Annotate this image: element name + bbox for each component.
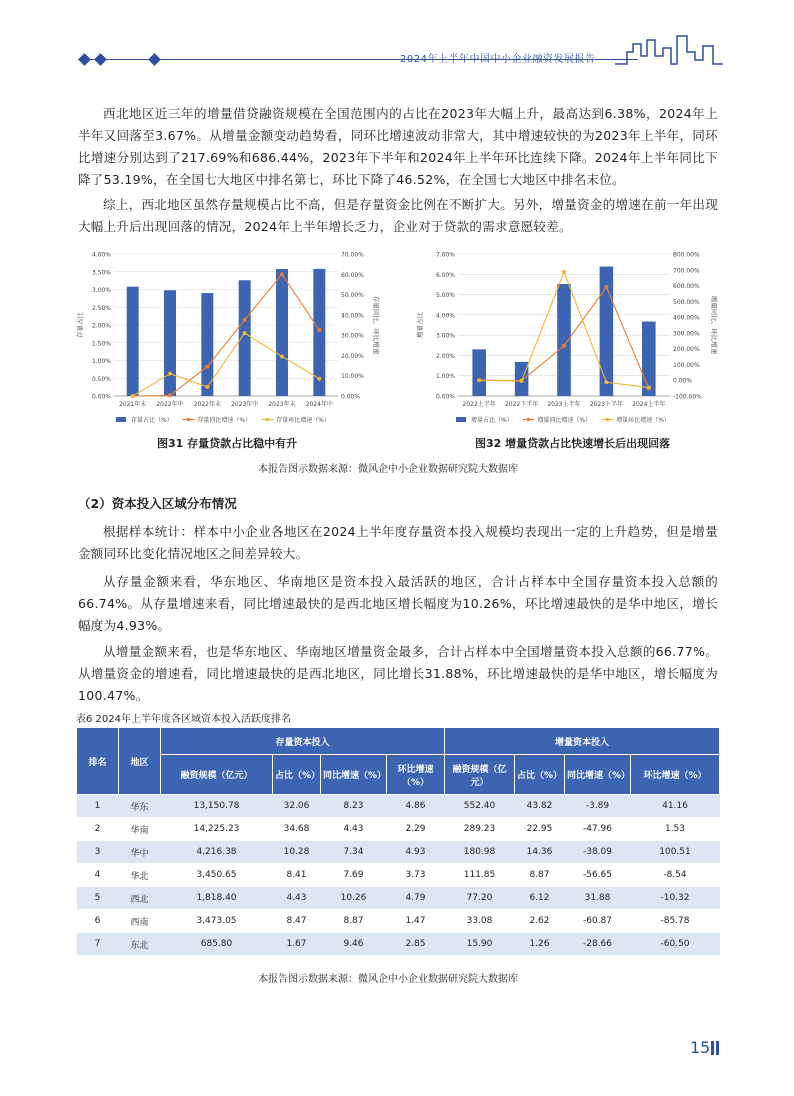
table-cell: 2.62 bbox=[515, 910, 565, 933]
table-cell: 10.28 bbox=[273, 841, 321, 864]
y-tick-label: 3.00% bbox=[91, 287, 111, 294]
header-increment: 增量资本投入 bbox=[445, 728, 720, 755]
page-number: 15 bbox=[690, 1038, 711, 1057]
data-point bbox=[131, 394, 135, 398]
x-tick-label: 2024年中 bbox=[305, 401, 333, 408]
figure-32-caption: 图32 增量贷款占比快速增长后出现回落 bbox=[475, 437, 671, 450]
bar bbox=[642, 322, 656, 396]
table-cell: 1.67 bbox=[273, 933, 321, 956]
chart-fig31 bbox=[76, 246, 396, 432]
x-tick-label: 2022年中 bbox=[156, 401, 184, 408]
y2-tick-label: 40.00% bbox=[341, 312, 364, 320]
y2-tick-label: 200.00% bbox=[673, 346, 700, 354]
y2-tick-label: 70.00% bbox=[341, 251, 364, 259]
table-row bbox=[77, 818, 720, 841]
table-source-note: 本报告图示数据来源：微风企中小企业数据研究院大数据库 bbox=[258, 974, 518, 985]
table-cell: 31.88 bbox=[565, 887, 631, 910]
table-row bbox=[77, 910, 720, 933]
chart-fig32 bbox=[412, 246, 732, 432]
table-cell: 3,450.65 bbox=[161, 864, 273, 887]
y2-tick-label: 600.00% bbox=[673, 283, 700, 291]
paragraph-5: 从增量金额来看，也是华东地区、华南地区增量资金最多，合计占样本中全国增量资本投入总额的66.77%。从增量资金的增速看，同比增速最快的是西北地区，同比增长31.88%，环比增速最快的是华中地区，增长幅度为100.47%。 bbox=[78, 644, 718, 703]
table-cell: 8.87 bbox=[321, 910, 387, 933]
x-tick-label: 2023上半年 bbox=[547, 401, 581, 408]
table-row bbox=[77, 864, 720, 887]
section-title: （2）资本投入区域分布情况 bbox=[78, 496, 237, 511]
data-point bbox=[280, 354, 284, 358]
y-axis-label: 增量占比 bbox=[416, 312, 424, 338]
y2-tick-label: 800.00% bbox=[673, 251, 700, 259]
y2-tick-label: -100.00% bbox=[673, 393, 702, 401]
table-cell: 100.51 bbox=[631, 841, 720, 864]
data-point bbox=[168, 393, 172, 397]
legend-label: 存量环比增速（%） bbox=[276, 417, 330, 424]
table-cell: 2.85 bbox=[387, 933, 445, 956]
table-cell: 华北 bbox=[119, 864, 161, 887]
data-point bbox=[562, 270, 566, 274]
table-cell: 180.98 bbox=[445, 841, 515, 864]
table-cell: 77.20 bbox=[445, 887, 515, 910]
series-line bbox=[133, 274, 320, 396]
legend-swatch bbox=[605, 418, 609, 422]
table-cell: 6.12 bbox=[515, 887, 565, 910]
table-cell: 32.06 bbox=[273, 795, 321, 818]
table-cell: 5 bbox=[77, 887, 119, 910]
page-bar-icon bbox=[711, 1041, 719, 1055]
data-point bbox=[205, 365, 209, 369]
table-cell: 14,225.23 bbox=[161, 818, 273, 841]
x-tick-label: 2023年末 bbox=[268, 401, 296, 408]
bar bbox=[164, 290, 176, 396]
y-tick-label: 1.50% bbox=[91, 340, 111, 348]
y-tick-label: 4.00% bbox=[91, 251, 111, 259]
y-tick-label: 1.00% bbox=[91, 358, 111, 365]
legend-label: 存量同比增速（%） bbox=[197, 417, 252, 424]
y-tick-label: 3.00% bbox=[435, 332, 455, 340]
skyline-icon bbox=[615, 34, 725, 68]
header-sub: 同比增速（%） bbox=[565, 755, 631, 795]
y-tick-label: 2.50% bbox=[91, 304, 111, 312]
header-sub: 环比增速（%） bbox=[387, 755, 445, 795]
x-tick-label: 2022上半年 bbox=[462, 401, 496, 408]
y2-tick-label: 500.00% bbox=[673, 298, 700, 306]
x-tick-label: 2024上半年 bbox=[632, 401, 666, 408]
table-cell: 4.79 bbox=[387, 887, 445, 910]
y-tick-label: 5.00% bbox=[435, 292, 455, 300]
bar bbox=[239, 280, 251, 396]
legend-swatch bbox=[187, 418, 191, 422]
data-point bbox=[520, 379, 524, 383]
table-row bbox=[77, 795, 720, 818]
table-cell: 8.87 bbox=[515, 864, 565, 887]
table-cell: 6 bbox=[77, 910, 119, 933]
table-cell: -60.50 bbox=[631, 933, 720, 956]
table-cell: 1.47 bbox=[387, 910, 445, 933]
y-tick-label: 0.00% bbox=[435, 393, 455, 401]
table-cell: -38.09 bbox=[565, 841, 631, 864]
header-sub: 融资规模（亿元） bbox=[161, 755, 273, 795]
table-cell: 7.34 bbox=[321, 841, 387, 864]
table-cell: 22.95 bbox=[515, 818, 565, 841]
table-cell: 111.85 bbox=[445, 864, 515, 887]
data-point bbox=[280, 272, 284, 276]
table-cell: 2 bbox=[77, 818, 119, 841]
data-point bbox=[647, 386, 651, 390]
legend-swatch bbox=[265, 418, 269, 422]
data-point bbox=[562, 344, 566, 348]
table-cell: 1,818.40 bbox=[161, 887, 273, 910]
y2-axis-label: 增量同比、环比增速 bbox=[710, 295, 718, 355]
y2-tick-label: 10.00% bbox=[341, 373, 364, 381]
legend-label: 增量同比增速（%） bbox=[537, 417, 592, 424]
y2-tick-label: 400.00% bbox=[673, 314, 700, 322]
table-cell: 7.69 bbox=[321, 864, 387, 887]
data-point bbox=[477, 378, 481, 382]
table-cell: 华东 bbox=[119, 795, 161, 818]
y-tick-label: 4.00% bbox=[435, 312, 455, 320]
table-cell: 4 bbox=[77, 864, 119, 887]
header-sub: 融资规模（亿元） bbox=[445, 755, 515, 795]
y2-tick-label: 50.00% bbox=[341, 292, 364, 300]
paragraph-4: 从存量金额来看，华东地区、华南地区是资本投入最活跃的地区，合计占样本中全国存量资本投入总额的66.74%。从存量增速来看，同比增速最快的是西北地区增长幅度为10.26%，环比增速最快的是华中地区，增长幅度为4.93%。 bbox=[78, 574, 718, 633]
table-cell: 3 bbox=[77, 841, 119, 864]
page-header bbox=[0, 0, 794, 80]
header-sub: 占比（%） bbox=[515, 755, 565, 795]
table-cell: 3,473.05 bbox=[161, 910, 273, 933]
table-cell: -10.32 bbox=[631, 887, 720, 910]
table-cell: 4.93 bbox=[387, 841, 445, 864]
table-caption: 表6 2024年上半年度各区域资本投入活跃度排名 bbox=[76, 714, 291, 725]
data-point bbox=[317, 328, 321, 332]
x-tick-label: 2022下半年 bbox=[504, 401, 539, 408]
table-cell: 华中 bbox=[119, 841, 161, 864]
header-sub: 占比（%） bbox=[273, 755, 321, 795]
y-axis-label: 存量占比 bbox=[76, 312, 84, 338]
bar bbox=[276, 269, 288, 396]
table-cell: -8.54 bbox=[631, 864, 720, 887]
table-cell: 西南 bbox=[119, 910, 161, 933]
data-point bbox=[168, 372, 172, 376]
y-tick-label: 2.00% bbox=[435, 352, 455, 360]
table-cell: 3.73 bbox=[387, 864, 445, 887]
table-cell: 8.41 bbox=[273, 864, 321, 887]
table-cell: -60.87 bbox=[565, 910, 631, 933]
x-tick-label: 2023年中 bbox=[231, 401, 259, 408]
header-region: 地区 bbox=[119, 728, 161, 795]
y2-tick-label: 0.00% bbox=[673, 377, 693, 385]
data-point bbox=[317, 377, 321, 381]
table-cell: -85.78 bbox=[631, 910, 720, 933]
y2-axis-label: 存量同比、环比增速 bbox=[372, 295, 380, 355]
table-row bbox=[77, 933, 720, 956]
table-cell: 14.36 bbox=[515, 841, 565, 864]
table-cell: 289.23 bbox=[445, 818, 515, 841]
y-tick-label: 0.00% bbox=[91, 393, 111, 401]
table-cell: 1 bbox=[77, 795, 119, 818]
table-cell: 4.43 bbox=[321, 818, 387, 841]
data-point bbox=[243, 331, 247, 335]
table-cell: 10.26 bbox=[321, 887, 387, 910]
data-point bbox=[205, 385, 209, 389]
y2-tick-label: 30.00% bbox=[341, 332, 364, 340]
x-tick-label: 2023下半年 bbox=[589, 401, 624, 408]
table-row bbox=[77, 887, 720, 910]
table-row bbox=[77, 841, 720, 864]
legend-label: 存量占比（%） bbox=[131, 417, 173, 424]
header-rank: 排名 bbox=[77, 728, 119, 795]
data-point bbox=[604, 380, 608, 384]
header-stock: 存量资本投入 bbox=[161, 728, 445, 755]
bar bbox=[127, 287, 139, 396]
table-cell: 4.43 bbox=[273, 887, 321, 910]
paragraph-3: 根据样本统计：样本中小企业各地区在2024上半年度存量资本投入规模均表现出一定的上升趋势，但是增量金额同环比变化情况地区之间差异较大。 bbox=[78, 524, 718, 561]
table-cell: 34.68 bbox=[273, 818, 321, 841]
table-cell: 华南 bbox=[119, 818, 161, 841]
table-cell: -56.65 bbox=[565, 864, 631, 887]
y-tick-label: 0.50% bbox=[91, 375, 111, 383]
table-cell: 685.80 bbox=[161, 933, 273, 956]
table-cell: 西北 bbox=[119, 887, 161, 910]
table-cell: 9.46 bbox=[321, 933, 387, 956]
y2-tick-label: 60.00% bbox=[341, 271, 364, 279]
bar bbox=[472, 349, 486, 396]
table-cell: 4,216.38 bbox=[161, 841, 273, 864]
y-tick-label: 6.00% bbox=[435, 271, 455, 279]
table-cell: 43.82 bbox=[515, 795, 565, 818]
header-sub: 同比增速（%） bbox=[321, 755, 387, 795]
y2-tick-label: 0.00% bbox=[341, 393, 361, 401]
table-cell: 13,150.78 bbox=[161, 795, 273, 818]
legend-swatch bbox=[116, 417, 126, 422]
table-cell: -3.89 bbox=[565, 795, 631, 818]
table-cell: 8.47 bbox=[273, 910, 321, 933]
table-cell: 8.23 bbox=[321, 795, 387, 818]
figure-source-note: 本报告图示数据来源：微风企中小企业数据研究院大数据库 bbox=[258, 464, 518, 475]
x-tick-label: 2022年末 bbox=[193, 401, 221, 408]
table-cell: 552.40 bbox=[445, 795, 515, 818]
table-cell: 2.29 bbox=[387, 818, 445, 841]
y-tick-label: 3.50% bbox=[91, 269, 111, 277]
y2-tick-label: 300.00% bbox=[673, 330, 700, 338]
legend-swatch bbox=[527, 418, 531, 422]
table-cell: 41.16 bbox=[631, 795, 720, 818]
legend-swatch bbox=[456, 417, 466, 422]
legend-label: 增量占比（%） bbox=[471, 417, 513, 424]
y2-tick-label: 700.00% bbox=[673, 267, 700, 275]
figure-31-caption: 图31 存量贷款占比稳中有升 bbox=[157, 437, 298, 450]
table-cell: -47.96 bbox=[565, 818, 631, 841]
table-cell: 东北 bbox=[119, 933, 161, 956]
y-tick-label: 2.00% bbox=[91, 322, 111, 330]
x-tick-label: 2021年末 bbox=[119, 401, 147, 408]
paragraph-1: 西北地区近三年的增量借贷融资规模在全国范围内的占比在2023年大幅上升，最高达到6.38%，2024年上半年又回落至3.67%。从增量金额变动趋势看，同环比增速波动非常大，其中增速较快的为2023年上半年，同环比增速分别达到了217.69%和686.44%，2023年下半年和2024年上半年环比连续下降。2024年上半年同比下降了53.19%，在全国七大地区中排名第七，环比下降了46.52%，在全国七大地区中排名末位。 bbox=[78, 106, 718, 187]
y-tick-label: 7.00% bbox=[435, 251, 455, 259]
header-sub: 环比增速（%） bbox=[631, 755, 720, 795]
legend-label: 增量环比增速（%） bbox=[616, 417, 670, 424]
paragraph-2: 综上，西北地区虽然存量规模占比不高，但是存量资金比例在不断扩大。另外，增量资金的增速在前一年出现大幅上升后出现回落的情况，2024年上半年增长乏力，企业对于贷款的需求意愿较差。 bbox=[78, 197, 718, 234]
header-title: 2024年上半年中国中小企业融资发展报告 bbox=[400, 54, 596, 65]
table-cell: 1.26 bbox=[515, 933, 565, 956]
y-tick-label: 1.00% bbox=[435, 373, 455, 381]
data-point bbox=[243, 318, 247, 322]
table-cell: 4.86 bbox=[387, 795, 445, 818]
table-cell: 1.53 bbox=[631, 818, 720, 841]
table-cell: 33.08 bbox=[445, 910, 515, 933]
table-cell: 7 bbox=[77, 933, 119, 956]
data-point bbox=[604, 285, 608, 289]
table-cell: 15.90 bbox=[445, 933, 515, 956]
y2-tick-label: 20.00% bbox=[341, 352, 364, 360]
y2-tick-label: 100.00% bbox=[673, 361, 700, 369]
region-capital-table bbox=[76, 727, 720, 956]
table-cell: -28.66 bbox=[565, 933, 631, 956]
